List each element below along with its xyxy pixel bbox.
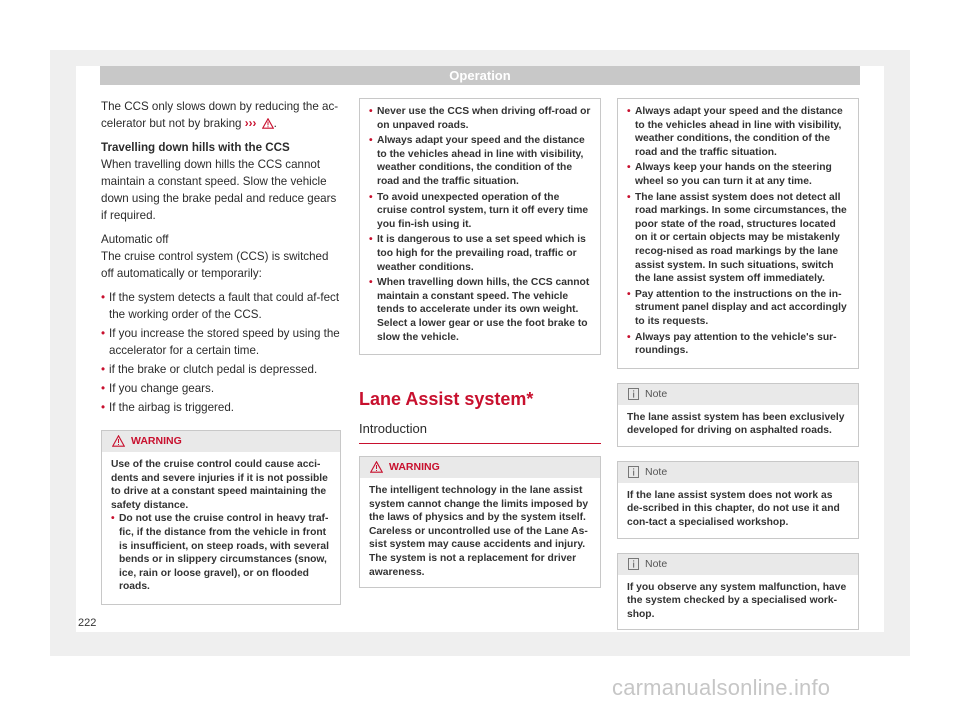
list-item-text: Always adapt your speed and the distance to the vehicles ahead in line with visibility, weather conditions, the condition of the road and the traffic situation.	[635, 106, 843, 158]
note-header	[618, 384, 858, 405]
list-item-text: Always keep your hands on the steering wheel so you can turn it at any time.	[635, 162, 832, 187]
bullet-icon: •	[627, 331, 631, 343]
note-body	[618, 483, 858, 538]
reference-arrows: ›››	[244, 117, 257, 130]
column-1	[101, 98, 341, 605]
list-item	[101, 399, 341, 416]
list-item-text: The lane assist system does not detect all road markings. In some circumstances, the poor state of the road, structures located on it or certain objects may be mistakenly recog-nised as road markings by the lane assist system. In such situations, switch the lane assist system off immediately.	[635, 191, 847, 285]
list-item	[369, 276, 591, 344]
autooff-list	[101, 289, 341, 416]
bullet-icon: •	[627, 288, 631, 300]
warning-list	[369, 105, 591, 344]
warning-text: Use of the cruise control could cause acci-dents and severe injuries if it is not possible to drive at a constant speed maintaining the safety distance.	[111, 459, 328, 511]
list-item-text: Always adapt your speed and the distance to the vehicles ahead in line with visibility, weather conditions, the condition of the road and the traffic situation.	[377, 135, 585, 187]
list-item-text: Never use the CCS when driving off-road or on unpaved roads.	[377, 106, 591, 131]
list-item	[627, 105, 849, 159]
bullet-icon: •	[627, 191, 631, 203]
note-text: The lane assist system has been exclusively developed for driving on asphalted roads.	[627, 411, 845, 437]
warning-list	[111, 512, 331, 594]
warning-triangle-icon	[370, 461, 383, 473]
bullet-icon: •	[369, 191, 373, 203]
list-item-text: If the system detects a fault that could af-fect the working order of the CCS.	[109, 291, 340, 321]
info-icon	[628, 466, 639, 478]
bullet-icon: •	[111, 513, 115, 525]
warning-triangle-icon	[112, 435, 125, 447]
note-text: If you observe any system malfunction, have the system checked by a specialised work-shop.	[627, 581, 847, 620]
note-label: Note	[645, 465, 668, 478]
list-item-text: Do not use the cruise control in heavy traf-fic, if the distance from the vehicle in front is insufficient, on steep roads, with several bends or in slippery circumstances (snow, ice, rain or loose gravel), or on flooded roads.	[119, 513, 330, 593]
autooff-text: The cruise control system (CCS) is switched off automatically or temporarily:	[101, 250, 329, 280]
list-item	[627, 191, 849, 286]
bullet-icon: •	[101, 363, 106, 376]
section-heading	[359, 391, 601, 444]
list-item	[627, 161, 849, 188]
list-item	[101, 289, 341, 323]
note-label: Note	[645, 387, 668, 400]
list-item	[369, 134, 591, 188]
warning-box	[101, 430, 341, 605]
intro-text: The CCS only slows down by reducing the ac-celerator but not by braking	[101, 100, 339, 130]
note-box	[617, 383, 859, 447]
list-item	[101, 361, 341, 378]
note-label: Note	[645, 557, 668, 570]
downhill-text: When travelling down hills the CCS cannot maintain a constant speed. Slow the vehicle down using the brake pedal and reduce gears if required.	[101, 158, 337, 222]
warning-label: WARNING	[389, 461, 440, 474]
list-item-text: When travelling down hills, the CCS cannot maintain a constant speed. The vehicle tends to accelerate under its own weight. Select a lower gear or use the foot brake to slow the vehicle.	[377, 277, 590, 343]
bullet-icon: •	[627, 162, 631, 174]
note-box	[617, 553, 859, 631]
warning-header	[360, 457, 600, 478]
warning-list	[627, 105, 849, 358]
bullet-icon: •	[101, 291, 106, 304]
warning-body	[360, 478, 600, 587]
warning-body	[102, 452, 340, 604]
page-number: 222	[78, 617, 97, 629]
note-header	[618, 462, 858, 483]
page-header: Operation	[100, 66, 860, 85]
list-item-text: To avoid unexpected operation of the cruise control system, turn it off every time you fin-ish using it.	[377, 191, 589, 230]
list-item	[627, 288, 849, 329]
info-icon	[628, 388, 639, 400]
list-item	[369, 233, 591, 274]
note-box	[617, 461, 859, 539]
note-body	[618, 405, 858, 446]
list-item-text: If the airbag is triggered.	[109, 401, 235, 414]
note-body	[618, 575, 858, 630]
note-header	[618, 554, 858, 575]
warning-box-continued	[359, 98, 601, 355]
list-item	[111, 512, 331, 594]
bullet-icon: •	[369, 277, 373, 289]
column-3	[617, 98, 859, 630]
section-title: Lane Assist system*	[359, 389, 534, 410]
column-2	[359, 98, 601, 588]
list-item-text: If you increase the stored speed by using the accelerator for a certain time.	[109, 327, 340, 357]
intro-paragraph	[101, 98, 341, 132]
list-item	[369, 105, 591, 132]
warning-text: The intelligent technology in the lane assist system cannot change the limits imposed by the laws of physics and by the system itself. Careless or uncontrolled use of the Lane As-sist system may cause accidents and injury. The system is not a replacement for driver awareness.	[369, 485, 589, 578]
bullet-icon: •	[369, 135, 373, 147]
bullet-icon: •	[369, 234, 373, 246]
list-item	[369, 191, 591, 232]
warning-triangle-icon	[262, 118, 274, 129]
warning-header	[102, 431, 340, 452]
bullet-icon: •	[101, 382, 106, 395]
list-item-text: It is dangerous to use a set speed which is too high for the prevailing road, traffic or weather conditions.	[377, 234, 586, 273]
list-item-text: Pay attention to the instructions on the in-strument panel display and act accordingly to its requests.	[635, 288, 847, 327]
list-item-text: if the brake or clutch pedal is depressed.	[109, 363, 318, 376]
bullet-icon: •	[101, 401, 106, 414]
list-item	[627, 331, 849, 358]
list-item	[101, 380, 341, 397]
bullet-icon: •	[369, 106, 373, 117]
note-text: If the lane assist system does not work as de-scribed in this chapter, do not use it and con-tact a specialised workshop.	[627, 489, 840, 529]
warning-label: WARNING	[131, 435, 182, 447]
warning-box-continued	[617, 98, 859, 369]
warning-body	[360, 99, 600, 354]
watermark: carmanualsonline.info	[612, 675, 831, 700]
downhill-heading: Travelling down hills with the CCS	[101, 141, 290, 154]
list-item-text: Always pay attention to the vehicle's sur-roundings.	[635, 331, 837, 357]
intro-end: .	[273, 117, 277, 130]
warning-box	[359, 456, 601, 588]
warning-body	[618, 99, 858, 368]
bullet-icon: •	[627, 106, 631, 117]
list-item	[101, 325, 341, 359]
list-item-text: If you change gears.	[109, 382, 215, 395]
info-icon	[628, 558, 639, 570]
autooff-heading: Automatic off	[101, 233, 169, 246]
bullet-icon: •	[101, 327, 106, 340]
section-subtitle: Introduction	[359, 420, 601, 444]
